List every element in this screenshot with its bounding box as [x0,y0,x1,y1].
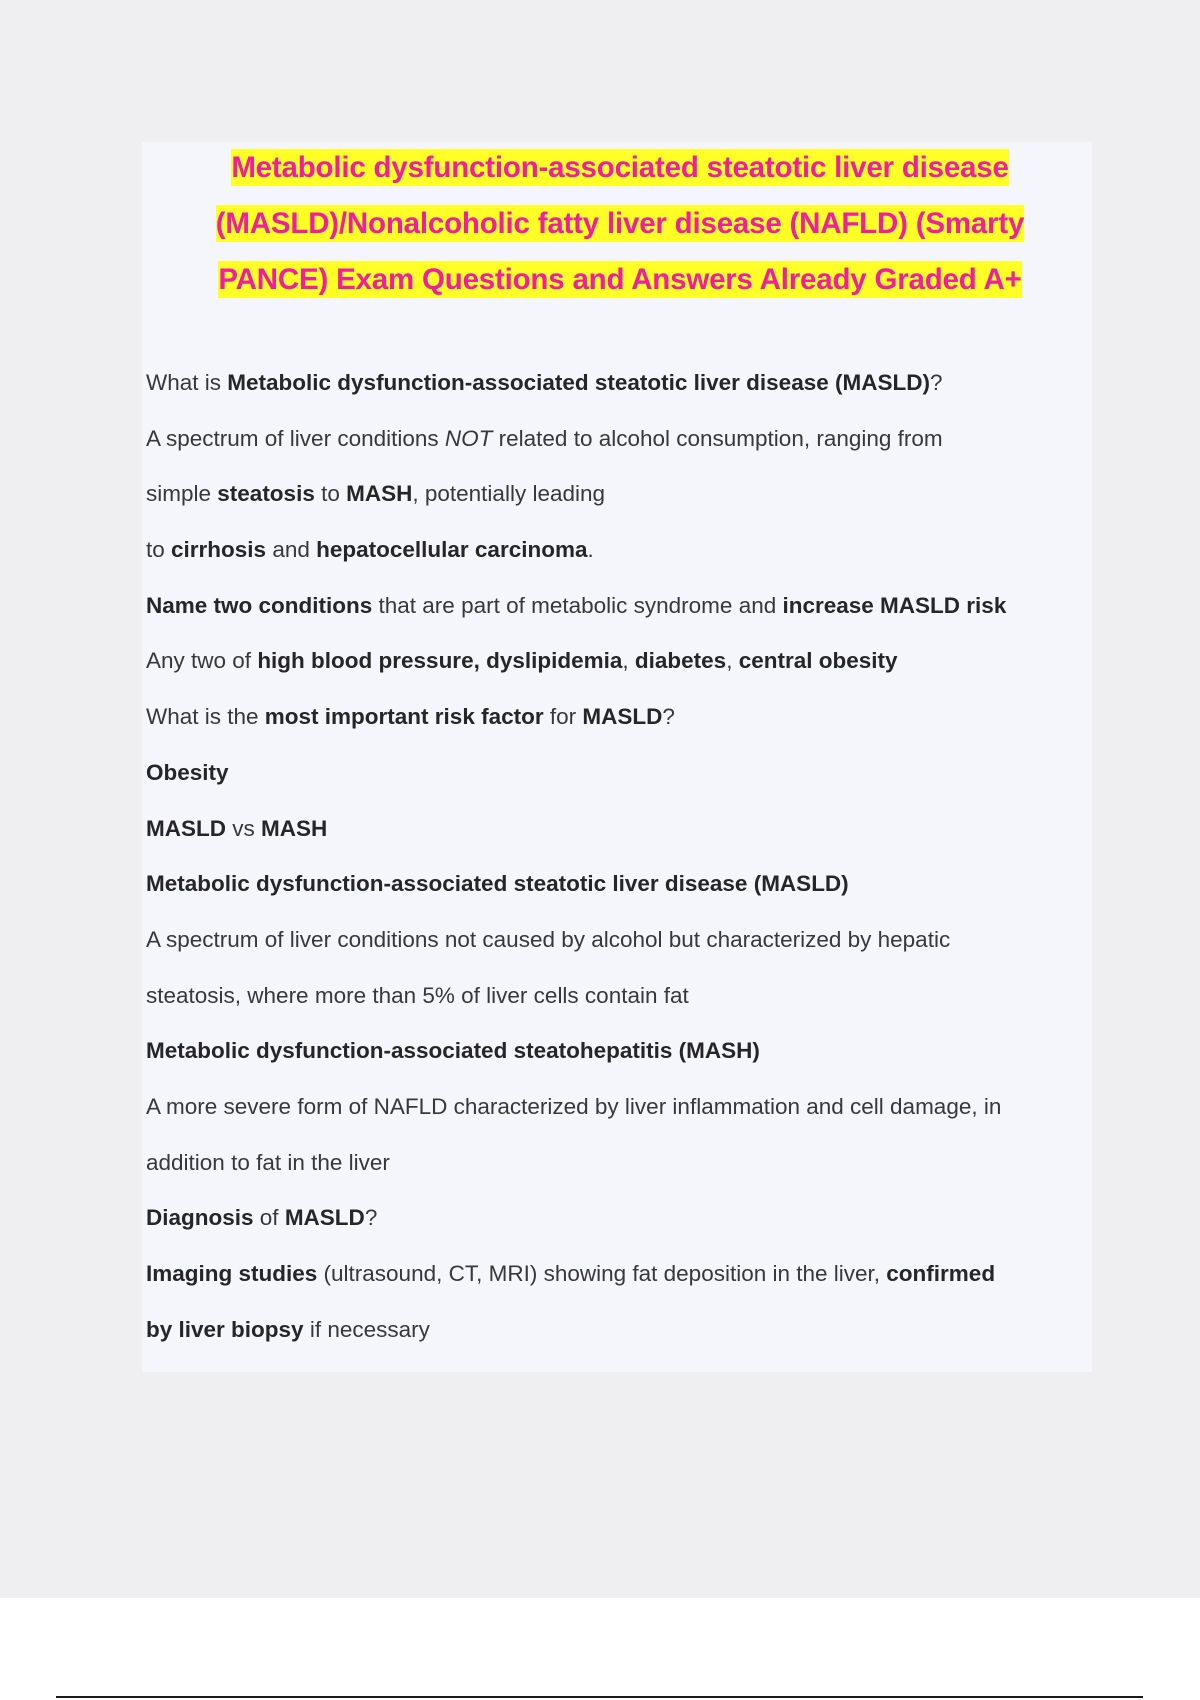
text-run: . [587,537,594,563]
qa-body [146,355,1086,1357]
document-title [180,140,1060,308]
text-run: ? [364,1205,378,1231]
text-line [146,801,1086,857]
bold-term: most important risk factor [264,704,544,730]
text-run: that are part of metabolic syndrome and [372,592,783,618]
bold-term: steatosis [217,481,315,507]
bold-term: Name two conditions [146,592,373,618]
text-run: A spectrum of liver conditions not caused by alcohol but characterized by hepatic [146,926,951,952]
text-line [146,1023,1086,1079]
title-line-3: PANCE) Exam Questions and Answers Already Graded A+ [218,263,1022,296]
bold-term: MASLD [284,1205,365,1231]
text-run: to [146,537,172,563]
text-line [146,856,1086,912]
text-run: (ultrasound, CT, MRI) showing fat deposition in the liver, [317,1261,887,1286]
text-line [146,745,1086,801]
text-run: What is [146,370,228,395]
text-run: vs [226,815,262,841]
text-line [146,355,1086,411]
bold-term: Metabolic dysfunction-associated steatotic liver disease (MASLD) [227,370,930,395]
text-line [146,1190,1086,1246]
title-line-2: (MASLD)/Nonalcoholic fatty liver disease (NAFLD) (Smarty [215,207,1025,240]
emphasis-text: NOT [444,425,493,451]
text-run: ? [929,370,943,395]
text-run: ? [662,704,675,730]
text-run: for [543,704,583,730]
text-line [146,411,1086,467]
bold-term: by liver biopsy [146,1316,304,1342]
text-run: Any two of [146,648,258,674]
text-run: and [266,537,317,563]
text-line [146,1302,1086,1358]
text-run: to [314,481,347,507]
text-line [146,1246,1086,1302]
text-run: related to alcohol consumption, ranging from [492,425,943,451]
bold-term: Diagnosis [146,1205,254,1231]
footer-rule [56,1696,1143,1698]
text-run: , [726,648,739,674]
text-run: simple [146,481,218,507]
text-line [146,1079,1086,1135]
bold-term: MASH [261,815,328,841]
text-line [146,578,1086,634]
bold-term: Metabolic dysfunction-associated steatohepatitis (MASH) [146,1038,760,1064]
bold-term: confirmed [886,1261,996,1286]
text-run: if necessary [303,1316,430,1342]
bold-term: increase MASLD risk [782,592,1007,618]
text-run: A spectrum of liver conditions [146,425,445,451]
text-run: addition to fat in the liver [146,1149,390,1175]
text-line [146,968,1086,1024]
text-run: A more severe form of NAFLD characterized by liver inflammation and cell damage, in [146,1093,1002,1119]
bold-term: hepatocellular carcinoma [316,537,588,563]
text-run: , [622,648,635,674]
title-line-1: Metabolic dysfunction-associated steatotic liver disease [231,151,1009,184]
text-run: steatosis, where more than 5% of liver cells contain fat [146,982,689,1008]
bold-term: MASH [346,481,413,507]
bold-term: cirrhosis [171,537,267,563]
text-line [146,912,1086,968]
text-line [146,633,1086,689]
text-line [146,689,1086,745]
bold-term: MASLD [146,815,226,841]
bold-term: central obesity [738,648,898,674]
text-line [146,1135,1086,1191]
bold-term: diabetes [634,648,727,674]
bold-term: Metabolic dysfunction-associated steatotic liver disease (MASLD) [146,871,849,897]
text-line [146,522,1086,578]
bold-term: Obesity [146,759,229,785]
bold-term: high blood pressure, dyslipidemia [257,648,623,674]
text-run: What is the [146,704,265,730]
bold-term: MASLD [582,704,663,730]
text-run: , potentially leading [412,481,606,507]
text-run: of [253,1205,285,1231]
text-line [146,466,1086,522]
bold-term: Imaging studies [146,1261,318,1286]
